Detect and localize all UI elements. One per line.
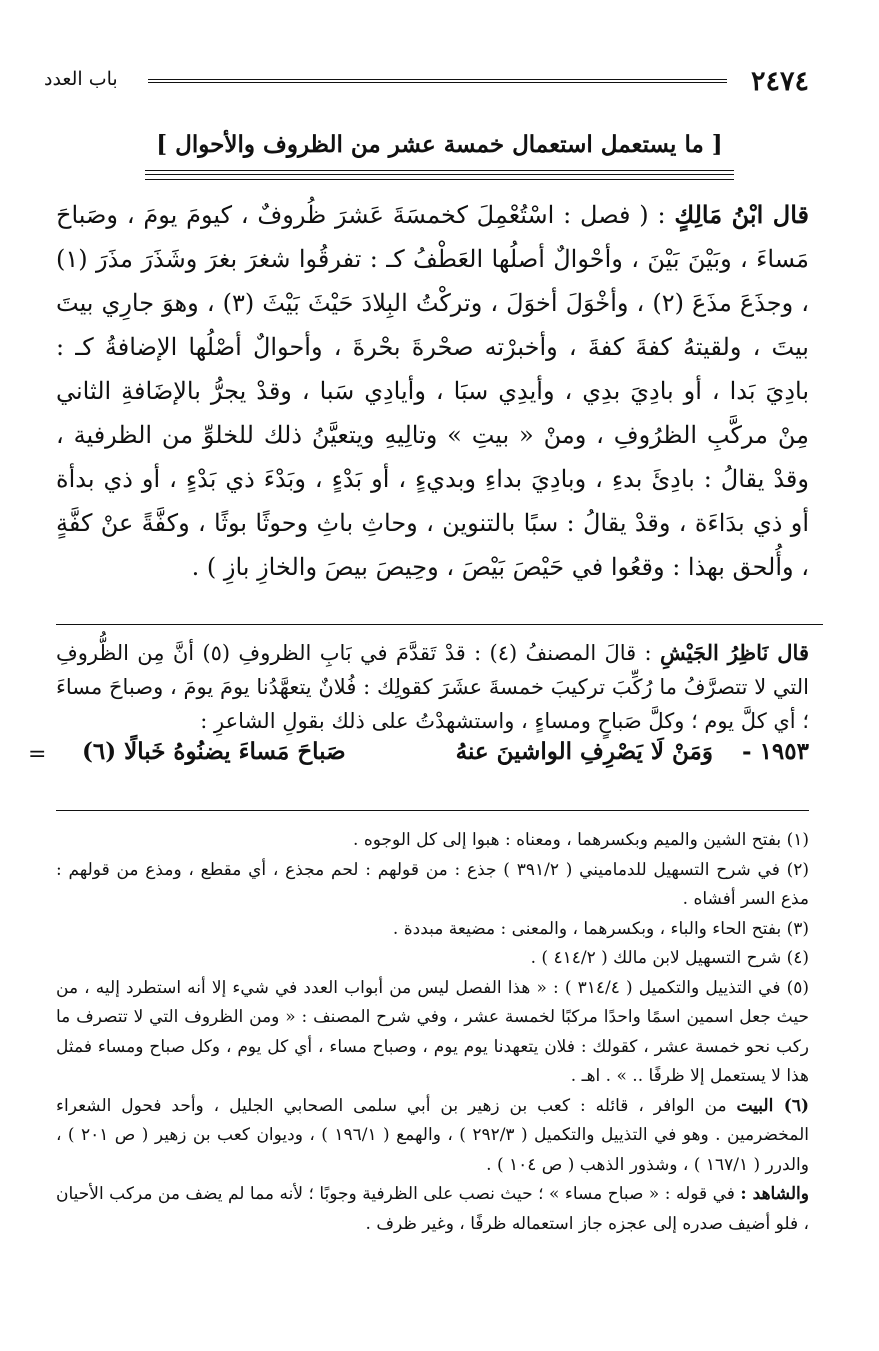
header-rule (148, 79, 727, 83)
verse-line (82, 738, 809, 778)
footnote-6 (56, 1092, 809, 1181)
footnote-6-body: من الوافر ، قائله : كعب بن زهير بن أبي سلمى الصحابي الجليل ، وأحد فحول الشعراء المخضرمين . وهو في التذييل والتكميل ( ٢٩٢/٣ ) ، والهمع ( ١٩٦/١ ) ، وديوان كعب بن زهير ( ص ٢٠١ ) ، والدرر ( ١٦٧/١ ) ، وشذور الذهب ( ص ١٠٤ ) . (56, 1095, 809, 1175)
footnotes (56, 826, 809, 1239)
chapter-title: باب العدد (44, 68, 118, 90)
verse-number: ١٩٥٣ - (742, 738, 809, 765)
title-underline (145, 170, 734, 180)
main-text (56, 193, 809, 589)
commentary-body: : قالَ المصنفُ (٤) : قدْ تَقدَّمَ في بَابِ الظروفِ (٥) أنَّ مِن الظُّروفِ التي لا تتصرَّفُ ما رُكِّبَ تركيبَ خمسةَ عشَرَ كقولِك : فُلانٌ يتعهَّدُنا يومَ يومَ ، وصباحَ مساءَ ؛ أي كلَّ يوم ؛ وكلَّ صَباحٍ ومساءٍ ، واستشهدْتُ على ذلك بقولِ الشاعرِ : (56, 641, 809, 733)
commentary-paragraph (56, 636, 809, 738)
verse-first-hemistich: وَمَنْ لَا يَصْرِفِ الواشينَ عنهُ (455, 738, 713, 765)
main-author: قال ابْنُ مَالِكٍ (674, 200, 809, 229)
footnote-divider (56, 810, 809, 811)
footnote-2: (٢) في شرح التسهيل للدماميني ( ٣٩١/٢ ) جذع : من قولهم : لحم مجذع ، أي مقطع ، ومذع من قولهم : مذع السر أفشاه . (56, 859, 810, 909)
footnote-5: (٥) في التذييل والتكميل ( ٣١٤/٤ ) : « هذا الفصل ليس من أبواب العدد في شيء إلا أنه استطرد إليه ، من حيث جعل اسمين اسمًا واحدًا مركبًا لخمسة عشر ، وفي شرح المصنف : « ومن الظروف التي لا تتصرف ما ركب نحو خمسة عشر ، كقولك : فلان يتعهدنا يوم يوم ، وصباح مساء ، أي كل يوم ، وكل صباح ومساء فمثل هذا لا يستعمل إلا ظرفًا .. » . اهـ . (56, 977, 810, 1086)
footnote-shahid (56, 1180, 809, 1239)
verse-second-hemistich: صَباحَ مَساءَ يضنُوهُ خَبالًا (٦) (82, 738, 346, 765)
commentary-author: قال نَاظِرُ الجَيْشِ (659, 640, 809, 665)
footnote-6-label: (٦) البيت (736, 1095, 809, 1116)
main-paragraph (56, 193, 809, 589)
footnote-shahid-body: في قوله : « صباح مساء » ؛ حيث نصب على الظرفية وجوبًا ؛ لأنه مما لم يضف من مركب الأحيان ، فلو أضيف صدره إلى عجزه جاز استعماله ظرفًا ، وغير ظرف . (56, 1184, 809, 1234)
page-number: ٢٤٧٤ (750, 66, 809, 97)
main-body: : ( فصل : اسْتُعْمِلَ كخمسَةَ عَشرَ ظُروفٌ ، كيومَ يومَ ، وصَباحَ مَساءَ ، وبَيْنَ بَيْنَ ، وأحْوالٌ أصلُها العَطْفُ كـ : تفرقُوا شغرَ بغرَ وشَذَرَ مذَرَ (١) ، وجذَعَ مذَعَ (٢) ، وأخْوَلَ أخوَلَ ، وتركْتُ البِلادَ حَيْثَ بَيْثَ (٣) ، وهوَ جارِي بيتَ بيتَ ، ولقيتهُ كفةَ كفةَ ، وأخبرْته صحْرةَ بحْرةَ ، وأحوالٌ أصْلُها الإضافةُ كـ : بادِيَ بَدا ، أو بادِيَ بدِي ، وأيدِي سبَا ، وأيادِي سَبا ، وقدْ يجرُّ بالإضَافةِ الثاني مِنْ مركَّبِ الظرُوفِ ، ومنْ « بيتِ » وتالِيهِ ويتعيَّنُ ذلك للخلوِّ من الظرفية ، وقدْ يقالُ : بادِئَ بدءِ ، وبادِيَ بداءِ وبديءٍ ، أو بَدْءٍ ، وبَدْءَ ذي بَدْءٍ ، أو ذي بدأة أو ذي بدَاءَة ، وقدْ يقالُ : سبًا بالتنوين ، وحاثِ باثِ وحوثًا بوثًا ، وكفَّةً عنْ كفَّةٍ ، وأُلحق بهذا : وقعُوا في حَيْصَ بَيْصَ ، وحِيصَ بيصَ والخازِ بازِ ) . (56, 201, 809, 581)
footnote-4: (٤) شرح التسهيل لابن مالك ( ٤١٤/٢ ) . (530, 948, 809, 968)
continuation-mark: = (28, 742, 47, 767)
section-divider (56, 624, 823, 625)
commentary-text (56, 636, 809, 738)
footnote-shahid-label: والشاهد : (740, 1184, 809, 1204)
footnote-1: (١) بفتح الشين والميم وبكسرهما ، ومعناه : هبوا إلى كل الوجوه . (353, 830, 809, 850)
page-header (44, 62, 809, 102)
section-title: [ ما يستعمل استعمال خمسة عشر من الظروف والأحوال ] (156, 131, 723, 158)
footnote-3: (٣) بفتح الحاء والباء ، وبكسرهما ، والمعنى : مضيعة مبددة . (392, 918, 809, 939)
